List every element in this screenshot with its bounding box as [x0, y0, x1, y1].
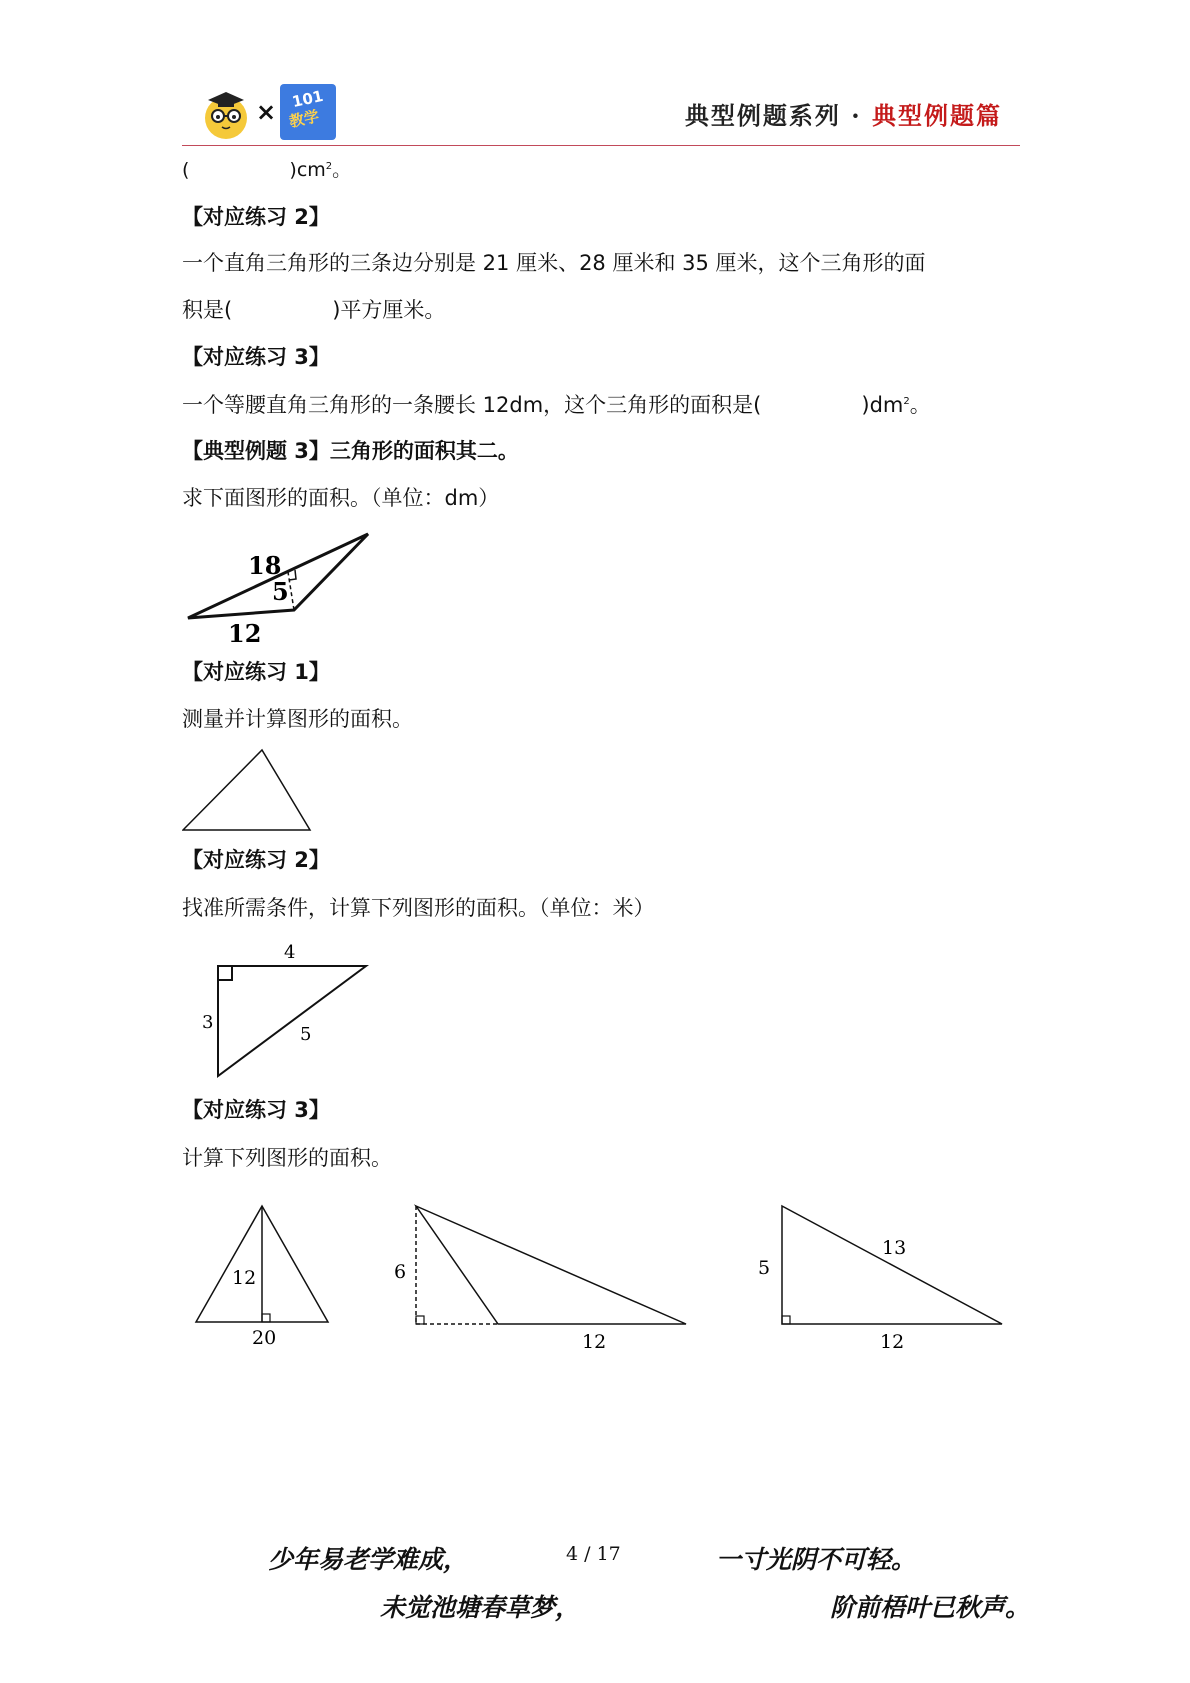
q-text: 一个等腰直角三角形的一条腰长 12dm，这个三角形的面积是( — [182, 393, 762, 417]
practice-3b-text: 计算下列图形的面积。 — [182, 1146, 392, 1170]
unit-dm: )dm — [861, 393, 904, 417]
brand-logo — [280, 84, 336, 140]
brand-logo-text: 教学 — [287, 107, 321, 131]
practice-2-question-line1: 一个直角三角形的三条边分别是 21 厘米、28 厘米和 35 厘米，这个三角形的面 — [182, 251, 926, 275]
practice-1-heading: 【对应练习 1】 — [182, 660, 330, 684]
times-sign: × — [256, 98, 277, 126]
poem-line1-left: 少年易老学难成， — [268, 1545, 469, 1574]
label-height-6: 6 — [394, 1261, 407, 1283]
practice-2-heading: 【对应练习 2】 — [182, 205, 330, 229]
title-dot: · — [851, 101, 862, 130]
label-height-12: 12 — [232, 1267, 257, 1289]
label-base-12: 12 — [228, 619, 262, 646]
label-left-3: 3 — [202, 1012, 214, 1033]
triangle-shape — [183, 750, 310, 830]
header-title — [685, 96, 1002, 131]
header-divider — [182, 145, 1020, 146]
typical-example-3-text: 求下面图形的面积。（单位：dm） — [182, 486, 500, 510]
poem-line1-right: 一寸光阴不可轻。 — [716, 1545, 917, 1574]
answer-line-cm2 — [182, 155, 351, 185]
figure-right-triangle-5-12-13 — [752, 1200, 1012, 1350]
right-angle-mark — [218, 966, 232, 980]
label-base-12: 12 — [880, 1331, 905, 1350]
section-title: 典型例题篇 — [872, 101, 1002, 130]
paren-open: ( — [182, 159, 190, 181]
practice-1-text: 测量并计算图形的面积。 — [182, 707, 413, 731]
period: 。 — [909, 393, 931, 417]
triangle-shape — [782, 1206, 1002, 1324]
triangle-shape — [416, 1206, 686, 1324]
figure-isosceles-triangle — [190, 1200, 340, 1348]
poem-line2-left: 未觉池塘春草梦， — [380, 1593, 581, 1622]
practice-2-question-line2 — [182, 295, 445, 325]
practice-3b-heading: 【对应练习 3】 — [182, 1098, 330, 1122]
label-hyp-5: 5 — [300, 1024, 312, 1045]
label-top-4: 4 — [284, 942, 296, 963]
q-text: 积是( — [182, 298, 233, 322]
typical-example-3-heading: 【典型例题 3】三角形的面积其二。 — [182, 439, 519, 463]
figure-obtuse-triangle — [182, 528, 382, 646]
figure-plain-triangle — [182, 748, 318, 834]
mascot-logo — [200, 86, 252, 140]
q-text: )平方厘米。 — [332, 298, 446, 322]
owl-mascot-icon — [200, 86, 252, 140]
label-side-18: 18 — [248, 551, 282, 580]
label-left-5: 5 — [758, 1257, 771, 1279]
figure-right-triangle-345 — [196, 936, 376, 1078]
practice-3-heading: 【对应练习 3】 — [182, 345, 330, 369]
practice-2b-text: 找准所需条件，计算下列图形的面积。（单位：米） — [182, 896, 655, 920]
right-angle-mark — [262, 1314, 270, 1322]
series-title: 典型例题系列 — [684, 101, 841, 130]
practice-2b-heading: 【对应练习 2】 — [182, 848, 330, 872]
label-hyp-13: 13 — [882, 1237, 907, 1259]
height-line — [288, 572, 294, 610]
page-number: 4 / 17 — [566, 1543, 621, 1565]
unit-sup: 2 — [903, 396, 910, 407]
right-angle-mark — [782, 1316, 790, 1324]
poem-line2-right: 阶前梧叶已秋声。 — [830, 1593, 1031, 1622]
brand-logo-number: 101 — [290, 86, 325, 112]
practice-3-question — [182, 390, 931, 420]
figure-external-height-triangle — [386, 1200, 696, 1350]
label-height-5: 5 — [272, 577, 289, 606]
label-base-12: 12 — [582, 1331, 607, 1350]
unit-sup: 2 — [325, 161, 333, 172]
period: 。 — [332, 159, 352, 181]
triangle-shape — [218, 966, 366, 1076]
right-angle-mark — [416, 1316, 424, 1324]
unit-cm: )cm — [289, 159, 326, 181]
label-base-20: 20 — [252, 1327, 277, 1348]
